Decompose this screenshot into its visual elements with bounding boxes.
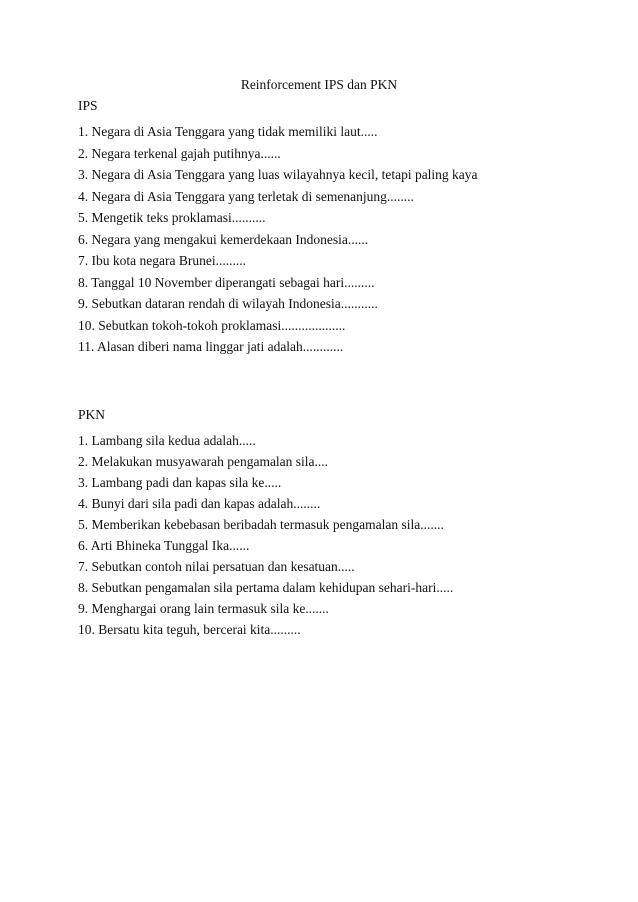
ips-section bbox=[78, 96, 598, 358]
document-title: Reinforcement IPS dan PKN bbox=[240, 77, 398, 92]
pkn-section bbox=[78, 405, 598, 640]
ips-question-4: 4. Negara di Asia Tenggara yang terletak di semenanjung........ bbox=[78, 188, 414, 204]
ips-question-list bbox=[78, 121, 598, 358]
pkn-question-2: 2. Melakukan musyawarah pengamalan sila.... bbox=[78, 454, 329, 469]
pkn-question-6: 6. Arti Bhineka Tunggal Ika...... bbox=[78, 538, 250, 553]
pkn-question-7: 7. Sebutkan contoh nilai persatuan dan kesatuan..... bbox=[78, 559, 355, 574]
pkn-question-10: 10. Bersatu kita teguh, bercerai kita......... bbox=[78, 622, 301, 637]
ips-question-1: 1. Negara di Asia Tenggara yang tidak memiliki laut..... bbox=[78, 124, 378, 139]
ips-question-6: 6. Negara yang mengakui kemerdekaan Indonesia...... bbox=[78, 231, 369, 247]
ips-question-11: 11. Alasan diberi nama linggar jati adalah............ bbox=[78, 339, 344, 354]
ips-question-9: 9. Sebutkan dataran rendah di wilayah Indonesia........... bbox=[78, 296, 378, 311]
pkn-question-1: 1. Lambang sila kedua adalah..... bbox=[78, 433, 256, 448]
pkn-question-4: 4. Bunyi dari sila padi dan kapas adalah........ bbox=[78, 496, 321, 511]
pkn-heading: PKN bbox=[78, 407, 106, 422]
pkn-question-3: 3. Lambang padi dan kapas sila ke..... bbox=[78, 475, 282, 490]
ips-heading: IPS bbox=[78, 98, 98, 113]
ips-question-10: 10. Sebutkan tokoh-tokoh proklamasi................... bbox=[78, 317, 346, 333]
pkn-question-8: 8. Sebutkan pengamalan sila pertama dalam kehidupan sehari-hari..... bbox=[78, 580, 454, 595]
pkn-question-list bbox=[78, 430, 598, 640]
ips-question-8: 8. Tanggal 10 November diperangati sebagai hari......... bbox=[78, 274, 375, 290]
pkn-question-5: 5. Memberikan kebebasan beribadah termasuk pengamalan sila....... bbox=[78, 517, 444, 532]
ips-question-7: 7. Ibu kota negara Brunei......... bbox=[78, 253, 246, 268]
ips-question-5: 5. Mengetik teks proklamasi.......... bbox=[78, 210, 266, 225]
ips-question-3: 3. Negara di Asia Tenggara yang luas wilayahnya kecil, tetapi paling kaya bbox=[78, 167, 478, 182]
ips-question-2: 2. Negara terkenal gajah putihnya...... bbox=[78, 145, 281, 161]
pkn-question-9: 9. Menghargai orang lain termasuk sila ke....... bbox=[78, 601, 329, 616]
